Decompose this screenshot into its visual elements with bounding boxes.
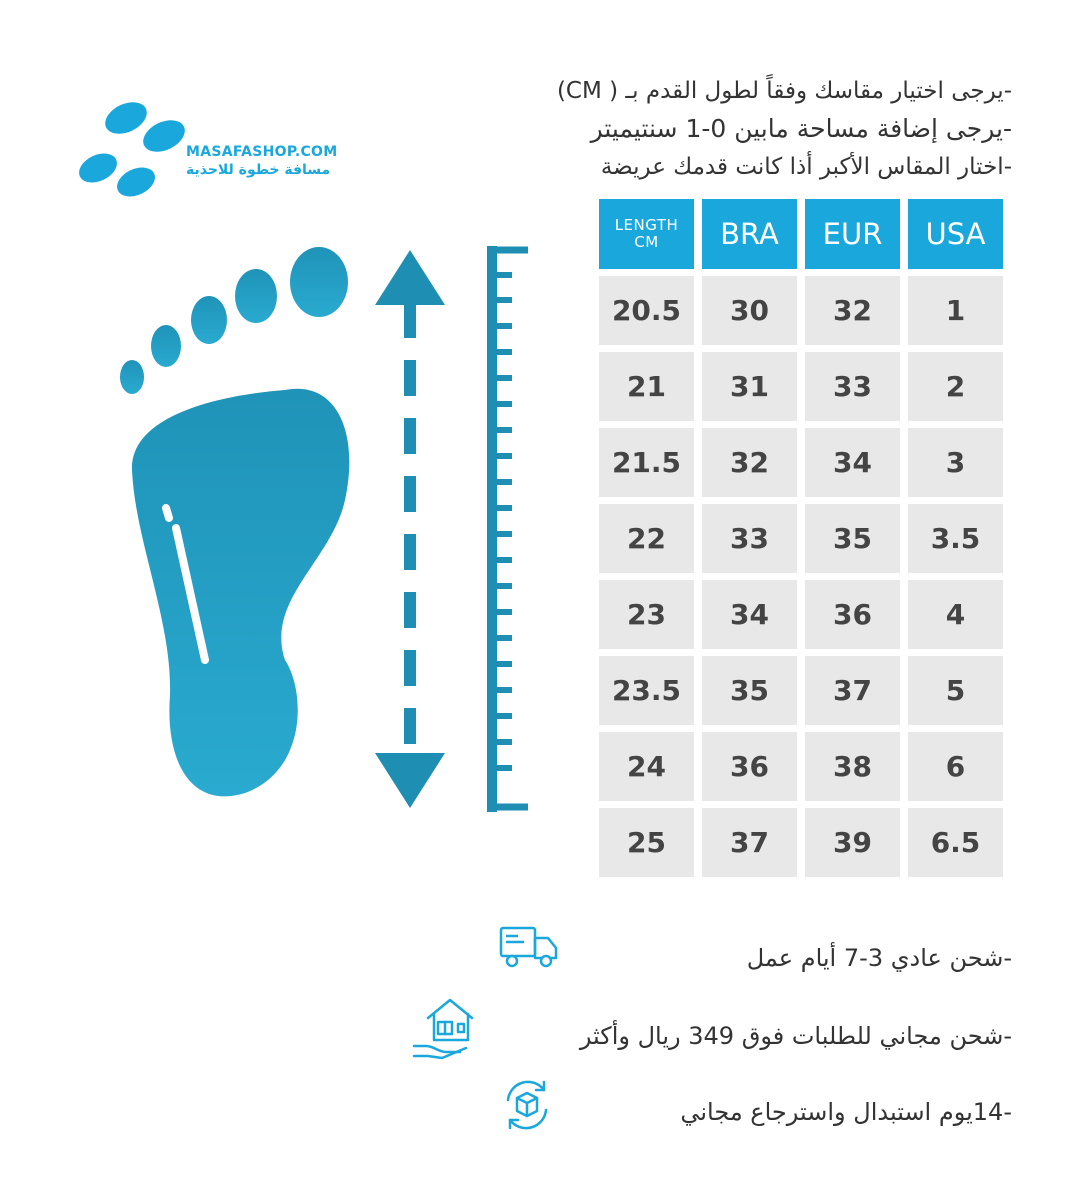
shipping-free-text: -شحن مجاني للطلبات فوق 349 ريال وأكثر bbox=[579, 1022, 1012, 1050]
column-header-bra: BRA bbox=[702, 199, 797, 269]
bra-size-cell: 34 bbox=[702, 580, 797, 649]
usa-size-cell: 3 bbox=[908, 428, 1003, 497]
return-policy-text: -14يوم استبدال واسترجاع مجاني bbox=[680, 1098, 1012, 1126]
shipping-standard-text: -شحن عادي 3-7 أيام عمل bbox=[746, 944, 1012, 972]
length-cm-cell: 21 bbox=[599, 352, 694, 421]
instruction-note: -اختار المقاس الأكبر أذا كانت قدمك عريضة bbox=[600, 154, 1012, 180]
length-cm-cell: 25 bbox=[599, 808, 694, 877]
bra-size-cell: 36 bbox=[702, 732, 797, 801]
size-instructions bbox=[452, 72, 1012, 186]
bra-size-cell: 37 bbox=[702, 808, 797, 877]
usa-size-cell: 6 bbox=[908, 732, 1003, 801]
eur-size-cell: 36 bbox=[805, 580, 900, 649]
instruction-note: -يرجى إضافة مساحة مابين 0-1 سنتيميتر bbox=[590, 114, 1012, 143]
length-cm-cell: 21.5 bbox=[599, 428, 694, 497]
foot-icon bbox=[120, 247, 349, 796]
table-row bbox=[599, 808, 1003, 877]
usa-size-cell: 3.5 bbox=[908, 504, 1003, 573]
instruction-note: -يرجى اختيار مقاسك وفقاً لطول القدم بـ ( CM) bbox=[556, 78, 1012, 104]
column-header-length-cm: LENGTH CM bbox=[599, 199, 694, 269]
eur-size-cell: 34 bbox=[805, 428, 900, 497]
home-delivery-icon bbox=[412, 996, 474, 1060]
eur-size-cell: 35 bbox=[805, 504, 900, 573]
usa-size-cell: 5 bbox=[908, 656, 1003, 725]
table-row bbox=[599, 504, 1003, 573]
table-row bbox=[599, 352, 1003, 421]
usa-size-cell: 6.5 bbox=[908, 808, 1003, 877]
table-row bbox=[599, 580, 1003, 649]
bra-size-cell: 31 bbox=[702, 352, 797, 421]
length-cm-cell: 24 bbox=[599, 732, 694, 801]
bra-size-cell: 33 bbox=[702, 504, 797, 573]
bra-size-cell: 30 bbox=[702, 276, 797, 345]
length-cm-cell: 20.5 bbox=[599, 276, 694, 345]
column-header-eur: EUR bbox=[805, 199, 900, 269]
length-cm-cell: 22 bbox=[599, 504, 694, 573]
ruler-icon bbox=[487, 246, 528, 812]
length-cm-cell: 23 bbox=[599, 580, 694, 649]
footprint-logo-icon bbox=[74, 96, 194, 206]
usa-size-cell: 2 bbox=[908, 352, 1003, 421]
eur-size-cell: 32 bbox=[805, 276, 900, 345]
size-chart-table bbox=[591, 192, 1011, 884]
table-row bbox=[599, 428, 1003, 497]
column-header-usa: USA bbox=[908, 199, 1003, 269]
eur-size-cell: 37 bbox=[805, 656, 900, 725]
usa-size-cell: 1 bbox=[908, 276, 1003, 345]
table-row bbox=[599, 732, 1003, 801]
bra-size-cell: 35 bbox=[702, 656, 797, 725]
table-row bbox=[599, 656, 1003, 725]
eur-size-cell: 39 bbox=[805, 808, 900, 877]
double-arrow-icon bbox=[375, 250, 445, 808]
table-header-row bbox=[599, 199, 1003, 269]
brand-logo bbox=[74, 96, 344, 206]
brand-site-name: MASAFASHOP.COM bbox=[186, 144, 338, 160]
length-cm-cell: 23.5 bbox=[599, 656, 694, 725]
eur-size-cell: 38 bbox=[805, 732, 900, 801]
bra-size-cell: 32 bbox=[702, 428, 797, 497]
brand-tagline: مسافة خطوة للاحذية bbox=[186, 162, 331, 178]
eur-size-cell: 33 bbox=[805, 352, 900, 421]
foot-measure-illustration bbox=[110, 240, 540, 820]
delivery-truck-icon bbox=[498, 924, 560, 970]
usa-size-cell: 4 bbox=[908, 580, 1003, 649]
table-row bbox=[599, 276, 1003, 345]
return-box-icon bbox=[500, 1078, 554, 1132]
